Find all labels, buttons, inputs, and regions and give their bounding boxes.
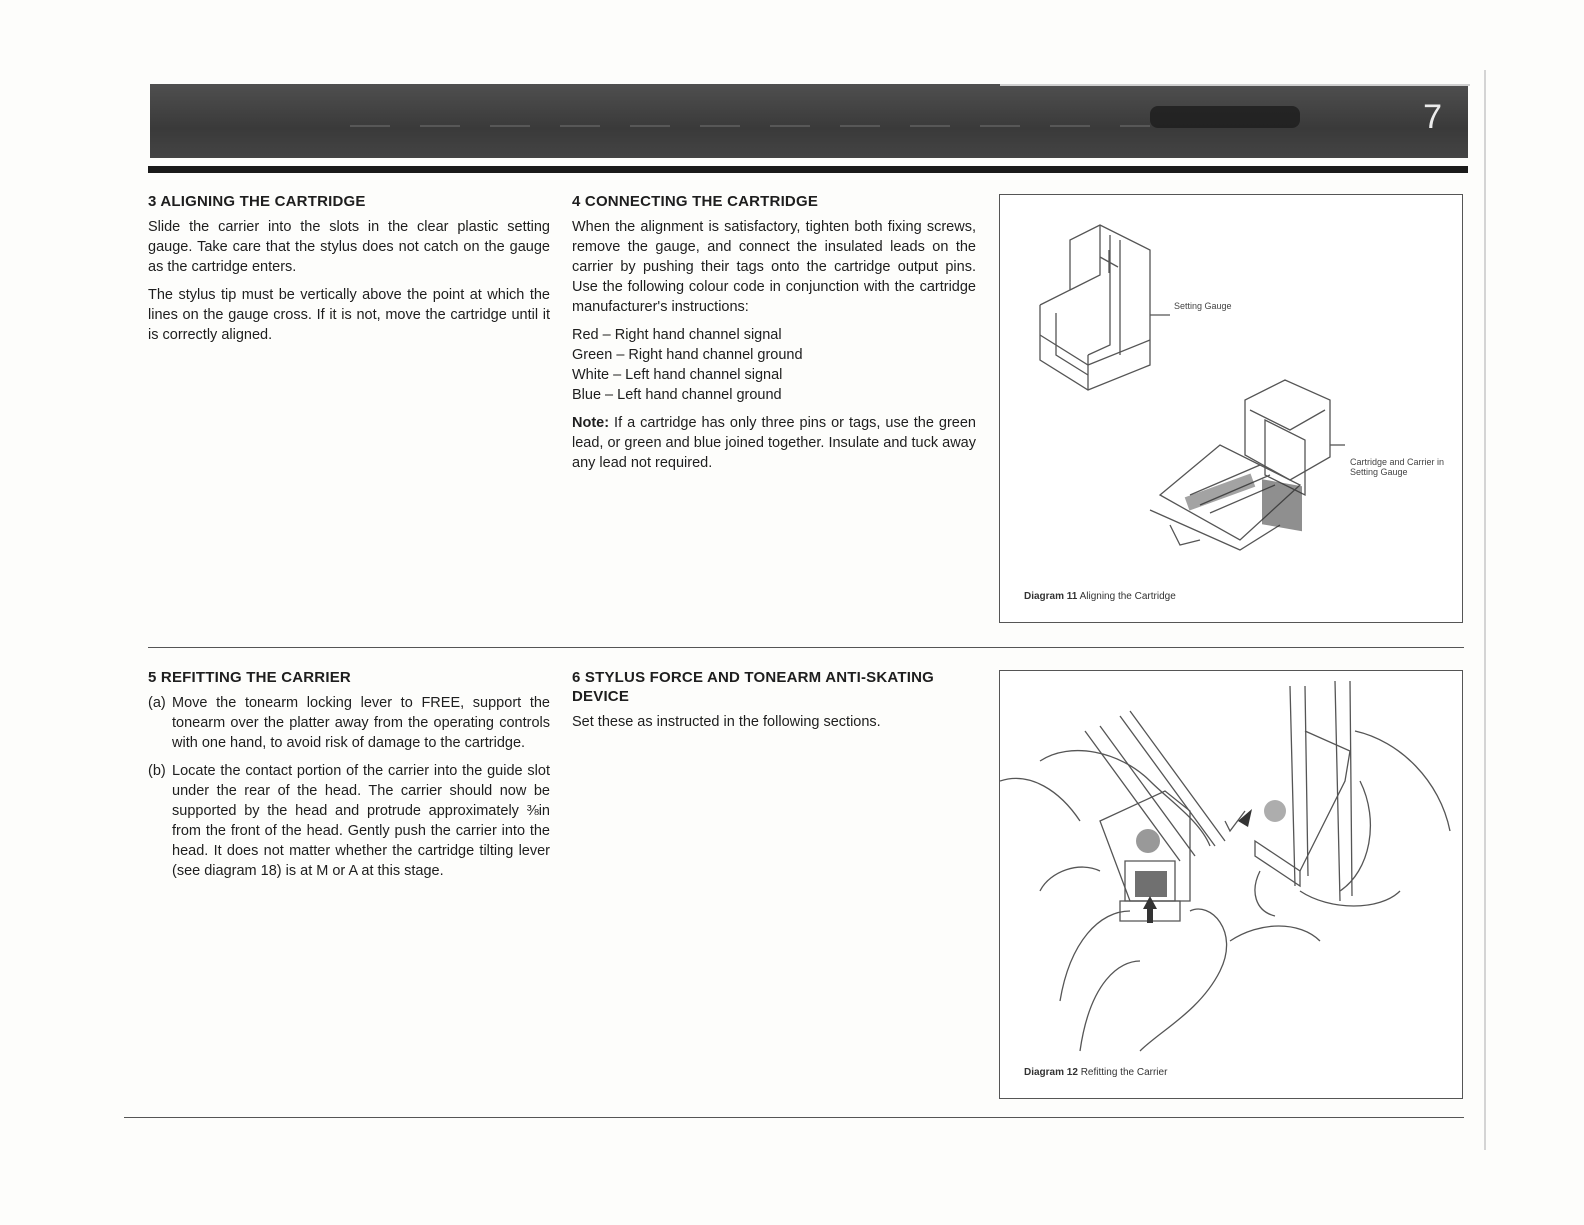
diagram-12-caption xyxy=(1024,1067,1167,1078)
colour-code-item: Green – Right hand channel ground xyxy=(572,347,803,363)
list-text: Locate the contact portion of the carrier into the guide slot under the rear of the head. The carrier should now be supported by the head and protrude approximately ⅜in from the front of the head. Gently push the carrier into the head. It does not matter whether the cartridge tilting lever (see diagram 18) is at M or A at this stage. xyxy=(172,763,550,879)
section-refitting xyxy=(148,668,550,889)
header-rule xyxy=(148,166,1468,173)
caption-label: Diagram 12 xyxy=(1024,1067,1078,1078)
refitting-carrier-illustration xyxy=(1000,671,1462,1098)
page-edge xyxy=(1484,70,1486,1150)
list-text: Move the tonearm locking lever to FREE, support the tonearm over the platter away from the operating controls with one hand, to avoid risk of damage to the cartridge. xyxy=(172,695,550,751)
section-connecting xyxy=(572,192,976,481)
aligning-cartridge-illustration xyxy=(1000,195,1462,622)
section-aligning xyxy=(148,192,550,353)
section-title: 4 CONNECTING THE CARTRIDGE xyxy=(572,193,819,210)
note xyxy=(572,413,976,473)
caption-text: Aligning the Cartridge xyxy=(1077,591,1176,602)
colour-code-item: White – Left hand channel signal xyxy=(572,367,783,383)
top-rule xyxy=(1000,84,1470,86)
section-stylus-force xyxy=(572,668,976,740)
section-title: 3 ALIGNING THE CARTRIDGE xyxy=(148,193,366,210)
list-item xyxy=(148,693,550,753)
section-title: 6 STYLUS FORCE AND TONEARM ANTI-SKATING DEVICE xyxy=(572,669,934,705)
colour-code-list xyxy=(572,325,976,405)
section-divider xyxy=(148,647,1464,648)
note-text: If a cartridge has only three pins or tags, use the green lead, or green and blue joined together. Insulate and tuck away any lead not required. xyxy=(572,415,976,471)
paragraph: Slide the carrier into the slots in the clear plastic setting gauge. Take care that the stylus does not catch on the gauge as the cartridge enters. xyxy=(148,219,550,275)
diagram-12-frame xyxy=(999,670,1463,1099)
paragraph: When the alignment is satisfactory, tighten both fixing screws, remove the gauge, and connect the insulated leads on the carrier by pushing their tags onto the cartridge output pins. Use the following colour code in conjunction with the cartridge manufacturer's instructions: xyxy=(572,219,976,315)
callout-cartridge-carrier: Cartridge and Carrier in Setting Gauge xyxy=(1350,457,1445,477)
list-marker: (a) xyxy=(148,695,166,711)
diagram-11-frame xyxy=(999,194,1463,623)
colour-code-item: Red – Right hand channel signal xyxy=(572,327,782,343)
diagram-11-caption xyxy=(1024,591,1176,602)
page-header-bar xyxy=(150,84,1468,158)
section-title: 5 REFITTING THE CARRIER xyxy=(148,669,351,686)
list-item xyxy=(148,761,550,881)
header-smudge xyxy=(1150,106,1300,128)
colour-code-item: Blue – Left hand channel ground xyxy=(572,387,782,403)
caption-text: Refitting the Carrier xyxy=(1077,1067,1168,1078)
note-label: Note: xyxy=(572,415,610,431)
list-marker: (b) xyxy=(148,763,166,779)
callout-setting-gauge: Setting Gauge xyxy=(1174,301,1232,311)
caption-label: Diagram 11 xyxy=(1024,591,1078,602)
page-number: 7 xyxy=(1423,98,1442,136)
paragraph: Set these as instructed in the following sections. xyxy=(572,714,881,730)
bottom-rule xyxy=(124,1117,1464,1118)
paragraph: The stylus tip must be vertically above the point at which the lines on the gauge cross. If it is not, move the cartridge until it is correctly aligned. xyxy=(148,287,550,343)
header-decoration xyxy=(350,125,1150,127)
